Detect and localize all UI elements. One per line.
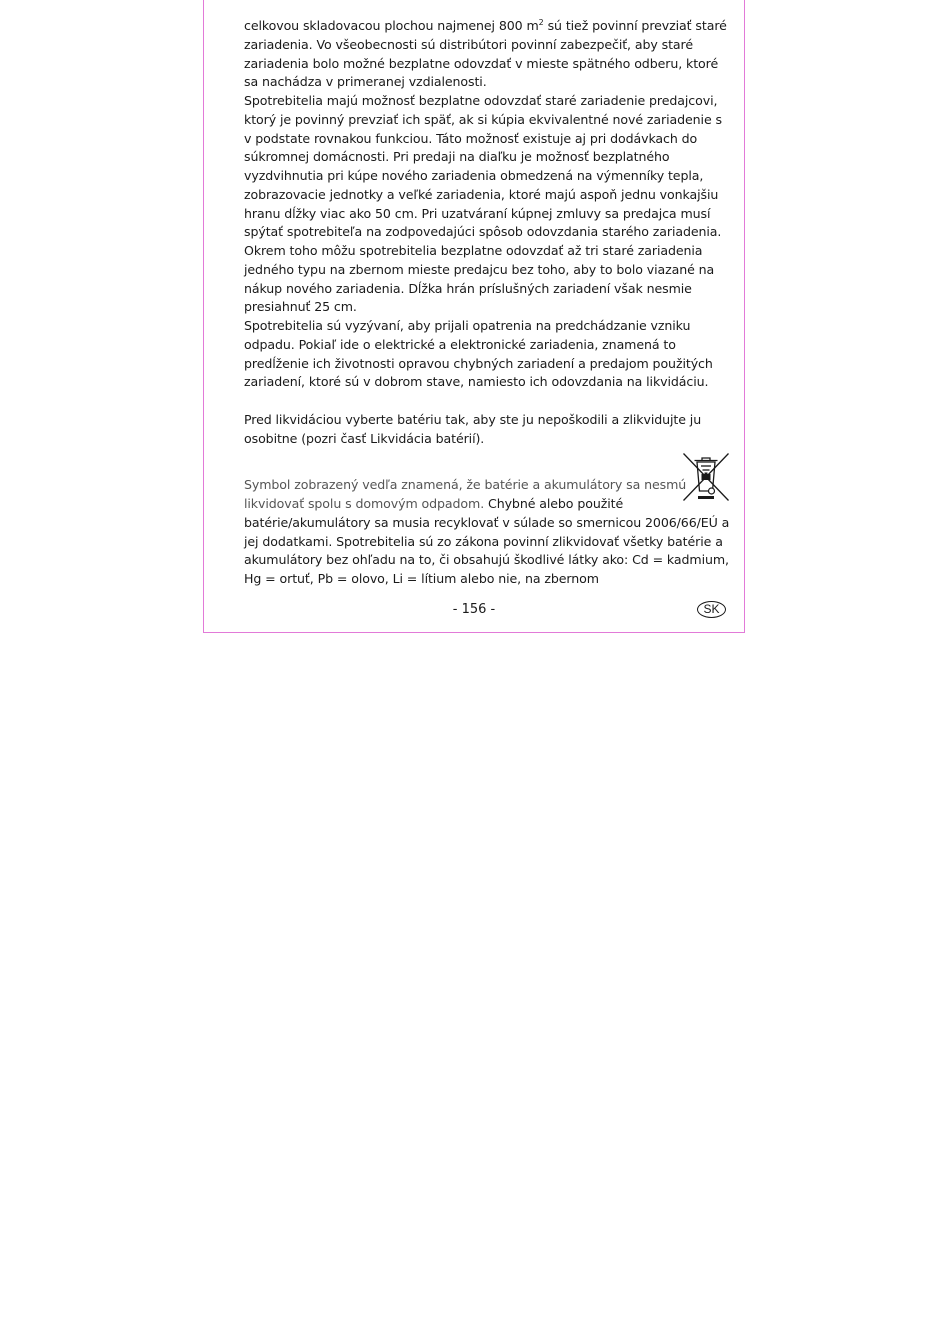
battery-disposal-section — [244, 476, 732, 589]
paragraph-gap — [244, 392, 732, 411]
battery-removal-paragraph: Pred likvidáciou vyberte batériu tak, aby ste ju nepoškodili a zlikvidujte ju osobitne (pozri časť Likvidácia batérií). — [244, 411, 702, 446]
page-number: - 156 - — [452, 602, 496, 617]
section-gap — [244, 448, 732, 476]
battery-recycling-text: Chybné alebo použité batérie/akumulátory sa musia recyklovať v súlade so smernicou 2006/66/EÚ a jej dodatkami. Spotrebitelia sú zo zákona povinní zlikvidovať všetky batérie a akumulátory bez ohľadu na to, či obsahujú škodlivé látky ako: Cd = kadmium, Hg = ortuť, Pb = olovo, Li = lítium alebo nie, na zbernom — [244, 496, 730, 586]
waste-prevention-paragraph: Spotrebitelia sú vyzývaní, aby prijali opatrenia na predchádzanie vzniku odpadu. Pokiaľ ide o elektrické a elektronické zariadenia, znamená to predĺženie ich životnosti opravou chybných zariadení a predajom použitých zariadení, ktoré sú v dobrom stave, namiesto ich odovzdania na likvidáciu. — [244, 318, 713, 390]
document-body — [244, 17, 732, 589]
intro-text-after-sup: sú tiež povinní prevziať staré zariadenia. Vo všeobecnosti sú distribútori povinní zabezpečiť, aby staré zariadenia bolo možné bezplatne odovzdať v mieste spätného odberu, ktoré sa nachádza v primeranej vzdialenosti. — [244, 18, 727, 90]
page-footer — [203, 600, 745, 622]
take-back-paragraph: Spotrebitelia majú možnosť bezplatne odovzdať staré zariadenie predajcovi, ktorý je povinný prevziať ich späť, ak si kúpia ekvivalentné nové zariadenie s v podstate rovnakou funkciou. Táto možnosť existuje aj pri dodávkach do súkromnej domácnosti. Pri predaji na diaľku je možnosť bezplatného vyzdvihnutia pri kúpe nového zariadenia obmedzená na výmenníky tepla, zobrazovacie jednotky a veľké zariadenia, ktoré majú aspoň jednu vonkajšiu hranu dĺžky viac ako 50 cm. Pri uzatváraní kúpnej zmluvy sa predajca musí spýtať spotrebiteľa na zodpovedajúci spôsob odovzdania starého zariadenia. Okrem toho môžu spotrebitelia bezplatne odovzdať až tri staré zariadenia jedného typu na zbernom mieste predajcu bez toho, aby to bolo viazané na nákup nového zariadenia. Dĺžka hrán príslušných zariadení však nesmie presiahnuť 25 cm. — [244, 93, 722, 315]
crossed-out-wheelie-bin-icon — [682, 452, 730, 502]
intro-text-before-sup: celkovou skladovacou plochou najmenej 800 m — [244, 18, 539, 33]
battery-paragraph — [244, 476, 732, 589]
square-meter-superscript: 2 — [538, 18, 544, 27]
language-badge: SK — [697, 601, 726, 618]
battery-symbol-explanation: Symbol zobrazený vedľa znamená, že batérie a akumulátory sa nesmú likvidovať spolu s domovým odpadom. — [244, 477, 687, 511]
intro-paragraph — [244, 17, 732, 92]
